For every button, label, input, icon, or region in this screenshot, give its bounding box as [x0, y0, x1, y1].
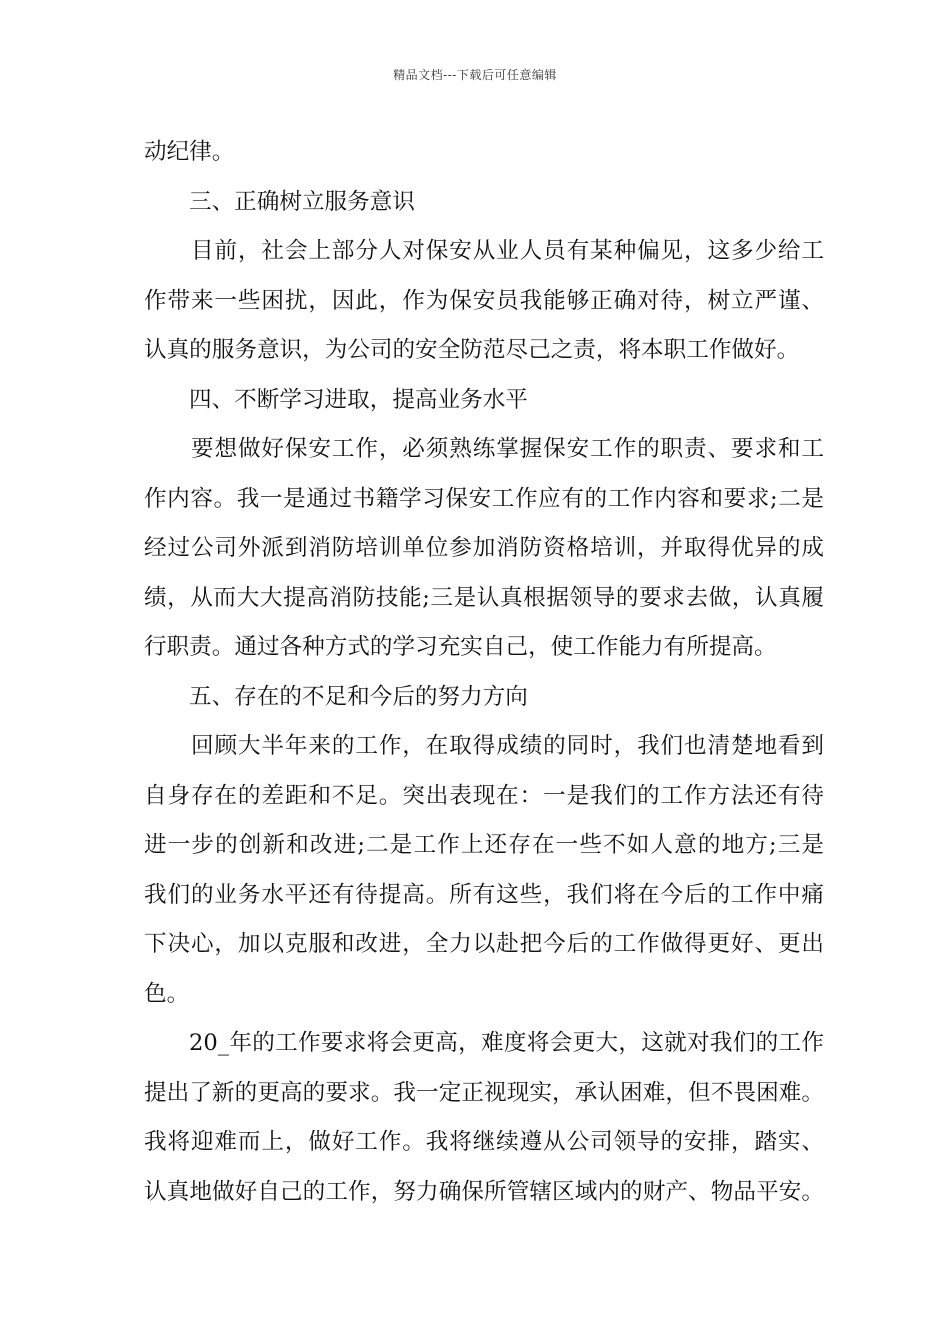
text-line: 目前，社会上部分人对保安从业人员有某种偏见，这多少给工 [191, 238, 824, 264]
text-line: 作带来一些困扰，因此，作为保安员我能够正确对待，树立严谨、 [144, 287, 824, 314]
page-header: 精品文档---下载后可任意编辑 [393, 68, 557, 82]
section-heading: 五、存在的不足和今后的努力方向 [189, 683, 528, 710]
text-line: 自身存在的差距和不足。突出表现在：一是我们的工作方法还有待 [144, 782, 824, 809]
text-line: 我们的业务水平还有待提高。所有这些，我们将在今后的工作中痛 [144, 881, 824, 908]
text-line: 提出了新的更高的要求。我一定正视现实，承认困难，但不畏困难。 [144, 1079, 824, 1106]
text-line: 动纪律。 [144, 139, 235, 165]
text-line: 经过公司外派到消防培训单位参加消防资格培训，并取得优异的成 [144, 535, 824, 561]
text-line: 绩，从而大大提高消防技能;三是认真根据领导的要求去做，认真履 [144, 584, 824, 611]
text-line: 认真地做好自己的工作，努力确保所管辖区域内的财产、物品平安。 [144, 1178, 824, 1205]
text-line: 色。 [144, 980, 190, 1007]
text-line: 20_年的工作要求将会更高，难度将会更大，这就对我们的工作 [189, 1030, 824, 1056]
section-heading: 三、正确树立服务意识 [189, 188, 415, 215]
text-line: 我将迎难而上，做好工作。我将继续遵从公司领导的安排，踏实、 [144, 1129, 824, 1155]
text-line: 要想做好保安工作，必须熟练掌握保安工作的职责、要求和工 [191, 436, 824, 462]
document-body [144, 128, 824, 1217]
text-line: 作内容。我一是通过书籍学习保安工作应有的工作内容和要求;二是 [144, 485, 824, 512]
text-line: 认真的服务意识，为公司的安全防范尽己之责，将本职工作做好。 [144, 337, 800, 363]
text-line: 行职责。通过各种方式的学习充实自己，使工作能力有所提高。 [144, 634, 777, 660]
text-line: 回顾大半年来的工作，在取得成绩的同时，我们也清楚地看到 [191, 733, 824, 759]
text-line: 下决心，加以克服和改进，全力以赴把今后的工作做得更好、更出 [144, 931, 824, 957]
section-heading: 四、不断学习进取，提高业务水平 [189, 386, 528, 413]
text-line: 进一步的创新和改进;二是工作上还存在一些不如人意的地方;三是 [144, 832, 824, 858]
